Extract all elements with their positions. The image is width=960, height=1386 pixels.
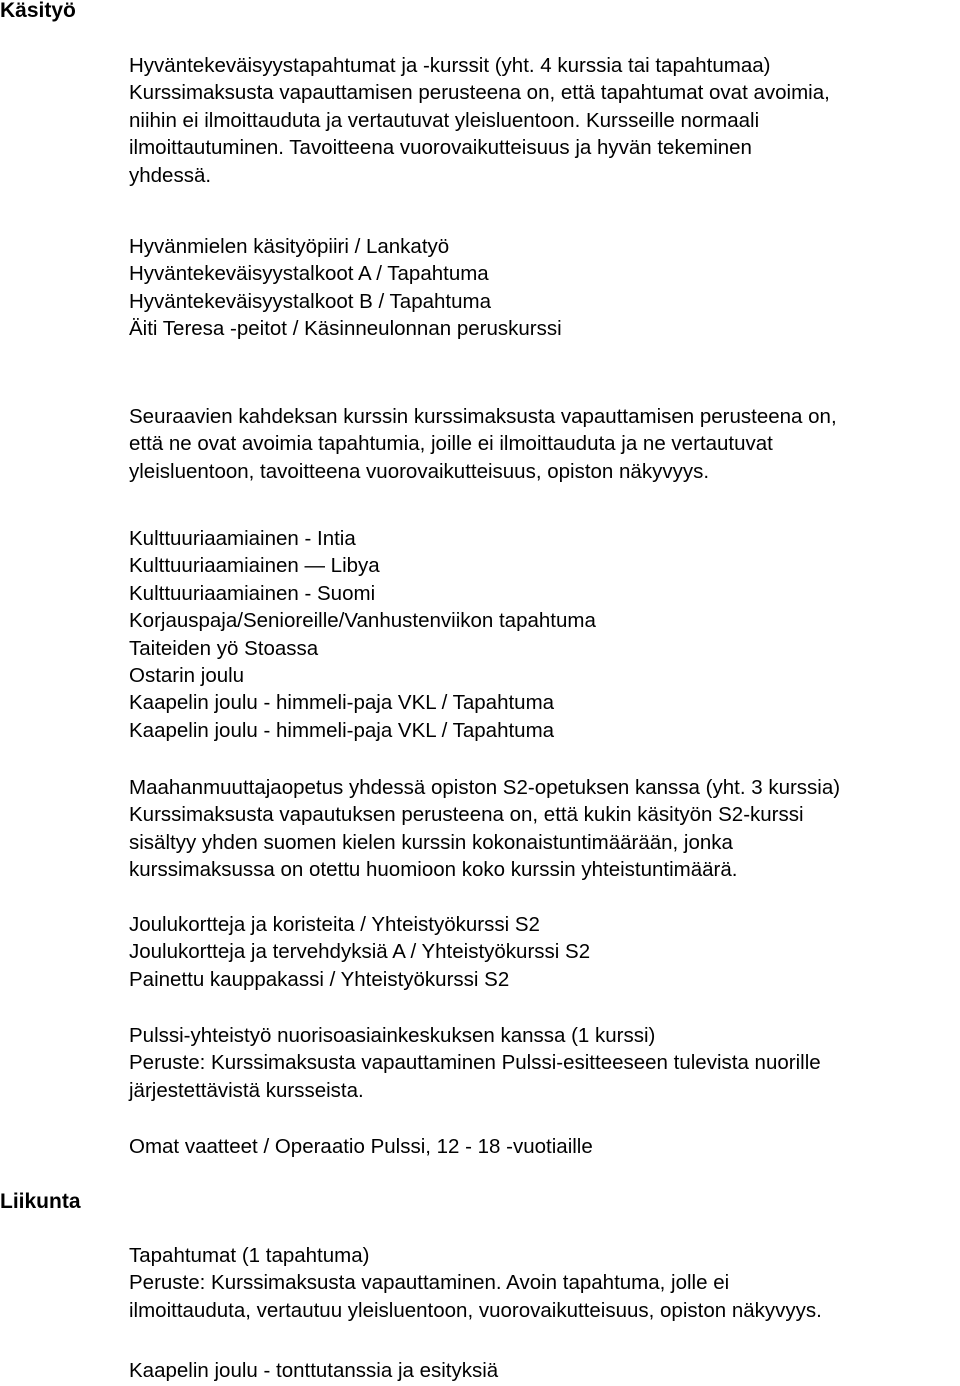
hyvantekevaisyys-intro-line: ilmoittautuminen. Tavoitteena vuorovaikutteisuus ja hyvän tekeminen xyxy=(129,136,752,160)
hyvantekevaisyys-intro-line: Hyväntekeväisyystapahtumat ja -kurssit (yht. 4 kurssia tai tapahtumaa) xyxy=(129,54,771,77)
hyvantekevaisyys-list-line: Äiti Teresa -peitot / Käsinneulonnan peruskurssi xyxy=(129,317,562,341)
seuraavien-intro-line: että ne ovat avoimia tapahtumia, joille ei ilmoittauduta ja ne vertautuvat xyxy=(129,432,773,456)
hyvantekevaisyys-intro-line: niihin ei ilmoittauduta ja vertautuvat yleisluentoon. Kursseille normaali xyxy=(129,108,760,132)
seuraavien-list-line: Kulttuuriaamiainen - Suomi xyxy=(129,581,376,605)
maahanmuuttaja-intro-line: Kurssimaksusta vapautuksen perusteena on, että kukin käsityön S2-kurssi xyxy=(129,803,804,827)
hyvantekevaisyys-intro-line: yhdessä. xyxy=(129,163,212,187)
paragraph-pulssi-intro xyxy=(129,1022,959,1104)
list-liikunta-events xyxy=(129,1357,959,1384)
maahanmuuttaja-list-line: Joulukortteja ja tervehdyksiä A / Yhteistyökurssi S2 xyxy=(129,940,591,964)
paragraph-liikunta-intro xyxy=(129,1242,959,1324)
pulssi-intro-line: järjestettävistä kursseista. xyxy=(129,1078,364,1102)
list-maahanmuuttaja-courses xyxy=(129,911,959,993)
paragraph-maahanmuuttaja-intro xyxy=(129,774,959,884)
maahanmuuttaja-intro-line: sisältyy yhden suomen kielen kurssin kokonaistuntimäärään, jonka xyxy=(129,830,733,854)
seuraavien-list-line: Kulttuuriaamiainen — Libya xyxy=(129,554,380,578)
list-hyvantekevaisyys-courses xyxy=(129,233,959,343)
liikunta-intro-line: Tapahtumat (1 tapahtuma) xyxy=(129,1244,370,1267)
section-heading-kasityo: Käsityö xyxy=(0,0,76,22)
list-seuraavien-events xyxy=(129,525,959,744)
liikunta-intro-line: Peruste: Kurssimaksusta vapauttaminen. Avoin tapahtuma, jolle ei xyxy=(129,1271,730,1295)
seuraavien-list-line: Kaapelin joulu - himmeli-paja VKL / Tapahtuma xyxy=(129,718,555,742)
maahanmuuttaja-list-line: Painettu kauppakassi / Yhteistyökurssi S2 xyxy=(129,967,510,991)
seuraavien-intro-line: yleisluentoon, tavoitteena vuorovaikutteisuus, opiston näkyvyys. xyxy=(129,459,710,483)
maahanmuuttaja-list-line: Joulukortteja ja koristeita / Yhteistyökurssi S2 xyxy=(129,913,540,936)
seuraavien-list-line: Korjauspaja/Senioreille/Vanhustenviikon tapahtuma xyxy=(129,609,596,633)
hyvantekevaisyys-intro-line: Kurssimaksusta vapauttamisen perusteena on, että tapahtumat ovat avoimia, xyxy=(129,81,830,105)
maahanmuuttaja-intro-line: kurssimaksussa on otettu huomioon koko kurssin yhteistuntimäärä. xyxy=(129,858,738,882)
hyvantekevaisyys-list-line: Hyvänmielen käsityöpiiri / Lankatyö xyxy=(129,235,450,258)
seuraavien-list-line: Kulttuuriaamiainen - Intia xyxy=(129,527,356,550)
paragraph-hyvantekevaisyys-intro xyxy=(129,52,959,189)
seuraavien-intro-line: Seuraavien kahdeksan kurssin kurssimaksusta vapauttamisen perusteena on, xyxy=(129,405,837,428)
liikunta-intro-line: ilmoittauduta, vertautuu yleisluentoon, vuorovaikutteisuus, opiston näkyvyys. xyxy=(129,1298,822,1322)
seuraavien-list-line: Ostarin joulu xyxy=(129,664,245,688)
pulssi-intro-line: Pulssi-yhteistyö nuorisoasiainkeskuksen kanssa (1 kurssi) xyxy=(129,1024,656,1047)
hyvantekevaisyys-list-line: Hyväntekeväisyystalkoot B / Tapahtuma xyxy=(129,289,491,313)
section-heading-liikunta: Liikunta xyxy=(0,1190,81,1213)
hyvantekevaisyys-list-line: Hyväntekeväisyystalkoot A / Tapahtuma xyxy=(129,262,489,286)
seuraavien-list-line: Taiteiden yö Stoassa xyxy=(129,636,319,660)
seuraavien-list-line: Kaapelin joulu - himmeli-paja VKL / Tapahtuma xyxy=(129,691,555,715)
liikunta-list-line: Kaapelin joulu - tonttutanssia ja esityksiä xyxy=(129,1359,499,1382)
maahanmuuttaja-intro-line: Maahanmuuttajaopetus yhdessä opiston S2-opetuksen kanssa (yht. 3 kurssia) xyxy=(129,776,841,799)
list-pulssi-courses xyxy=(129,1133,959,1160)
pulssi-intro-line: Peruste: Kurssimaksusta vapauttaminen Pulssi-esitteeseen tulevista nuorille xyxy=(129,1051,821,1075)
pulssi-list-line: Omat vaatteet / Operaatio Pulssi, 12 - 18 -vuotiaille xyxy=(129,1135,593,1158)
paragraph-seuraavien-intro xyxy=(129,403,959,485)
